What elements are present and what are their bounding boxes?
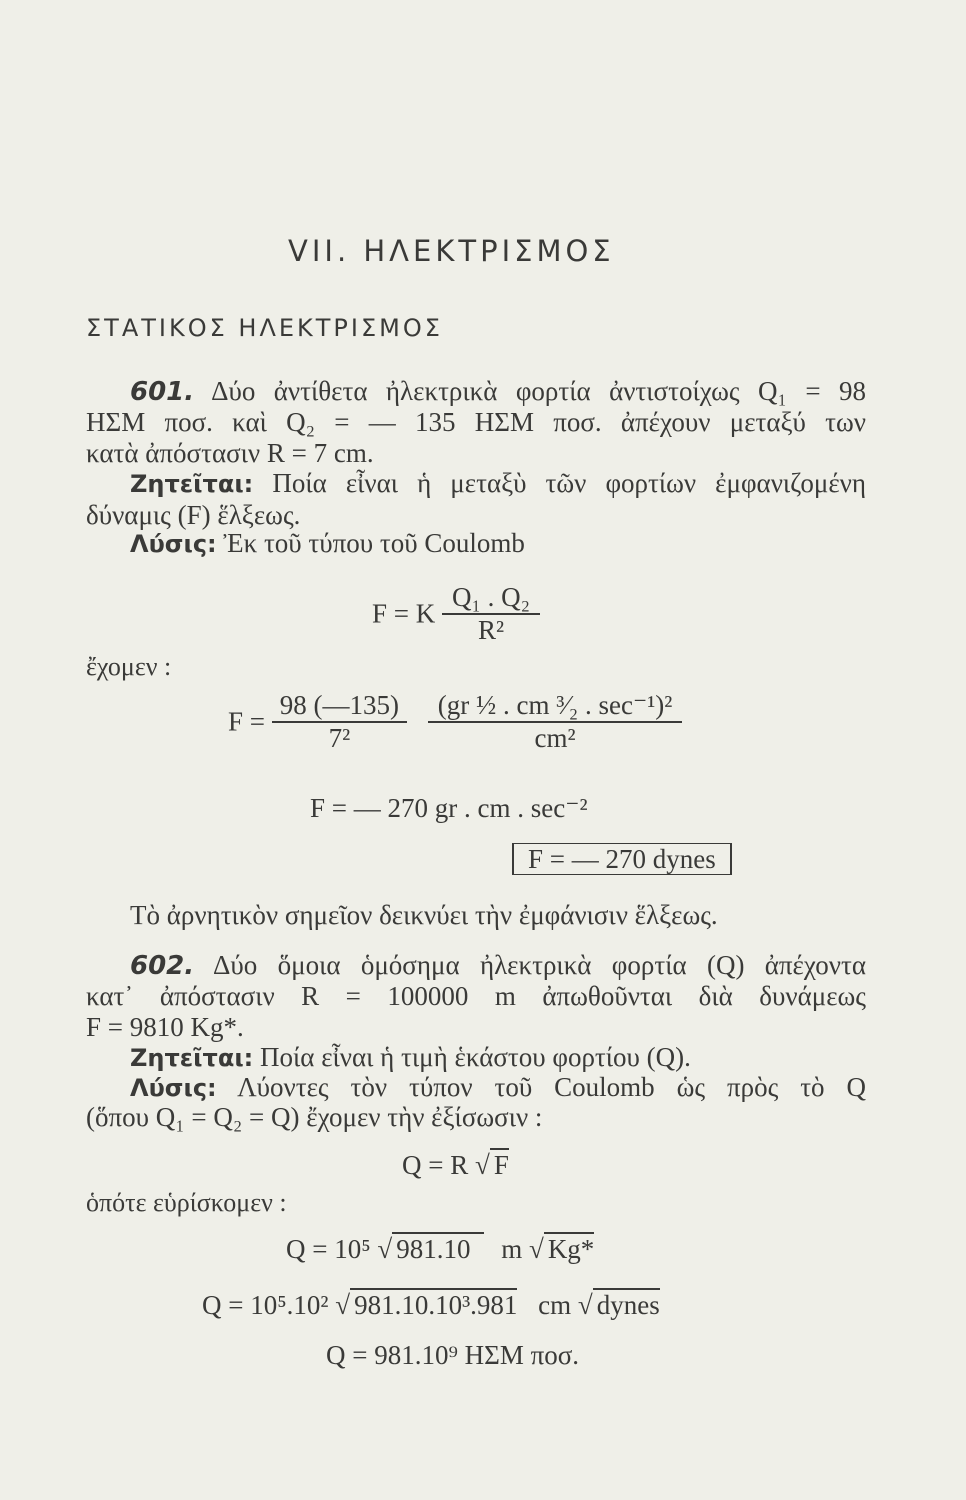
problem-602-solution-line2: (ὅπου Q₁ = Q₂ = Q) ἔχομεν τὴν ἐξίσωσιν : — [86, 1102, 543, 1132]
eq-step3 — [202, 1290, 660, 1321]
lysis-label: Λύσις: — [130, 530, 217, 558]
radicand: Kg* — [544, 1232, 595, 1264]
exomen-text: ἔχομεν : — [86, 652, 172, 681]
result-boxed — [512, 844, 732, 875]
problem-601-solution — [86, 528, 866, 560]
question-text: Ποία εἶναι ἡ τιμὴ ἑκάστου φορτίου (Q). — [260, 1042, 691, 1072]
unit-cm: cm — [538, 1290, 572, 1320]
problem-number: 602. — [130, 951, 195, 981]
problem-text: Δύο ὅμοια ὁμόσημα ἠλεκτρικὰ φορτία (Q) ἀπέχοντα — [213, 950, 866, 980]
solution-text: Λύοντες τὸν τύπον τοῦ Coulomb ὡς πρὸς τὸ Q — [237, 1072, 866, 1102]
chapter-title: VII. ΗΛΕΚΤΡΙΣΜΟΣ — [288, 234, 615, 268]
boxed-answer: F = — 270 dynes — [512, 843, 732, 875]
radical-sign: √ — [335, 1290, 351, 1320]
units-fraction — [428, 690, 683, 754]
zitetai-label: Ζητεῖται: — [130, 1044, 254, 1072]
radical-sign: √ — [577, 1290, 593, 1320]
radical-sign: √ — [377, 1234, 393, 1264]
calc-formula — [228, 690, 682, 754]
calc-lhs: F = — [228, 706, 265, 737]
radicand: 981.10.10³.981 — [350, 1288, 517, 1320]
formula-lhs: F = K — [372, 598, 436, 629]
problem-602-solution — [86, 1072, 866, 1104]
problem-text: Δύο ἀντίθετα ἠλεκτρικὰ φορτία ἀντιστοίχως Q₁ = 98 — [211, 376, 866, 406]
unit-m: m — [501, 1234, 523, 1264]
coulomb-formula — [372, 582, 540, 646]
formula-numerator: Q₁ . Q₂ — [442, 582, 540, 615]
lysis-label: Λύσις: — [130, 1074, 217, 1102]
problem-602-line1 — [86, 950, 866, 982]
formula-denominator: R² — [477, 615, 505, 645]
calc-fraction — [272, 690, 407, 754]
radical-sign: √ — [528, 1234, 544, 1264]
problem-601-question-line2: δύναμις (F) ἕλξεως. — [86, 500, 301, 530]
eq-final: Q = 981.10⁹ ΗΣΜ ποσ. — [326, 1340, 580, 1370]
radicand: dynes — [593, 1288, 660, 1320]
problem-601-line1 — [86, 376, 866, 408]
radical-sign: √ — [474, 1150, 490, 1180]
problem-602-line2: κατ᾽ ἀπόστασιν R = 100000 m ἀπωθοῦνται διὰ δυνάμεως — [86, 981, 866, 1011]
opote-text: ὁπότε εὑρίσκομεν : — [86, 1188, 287, 1217]
result-line: F = — 270 gr . cm . sec⁻² — [310, 793, 588, 823]
problem-601-conclusion: Τὸ ἀρνητικὸν σημεῖον δεικνύει τὴν ἐμφάνισιν ἕλξεως. — [130, 900, 718, 930]
formula-fraction — [442, 582, 540, 646]
eq1-lhs: Q = R — [402, 1150, 469, 1180]
eq-step2 — [286, 1234, 594, 1265]
zitetai-label: Ζητεῖται: — [130, 470, 254, 498]
question-text: Ποία εἶναι ἡ μεταξὺ τῶν φορτίων ἐμφανιζομένη — [272, 468, 866, 498]
units-denominator: cm² — [534, 723, 576, 753]
problem-602-question — [86, 1042, 866, 1074]
units-numerator: (gr ½ . cm ³⁄₂ . sec⁻¹)² — [428, 690, 683, 723]
solution-text: Ἐκ τοῦ τύπου τοῦ Coulomb — [223, 528, 525, 558]
problem-number: 601. — [130, 377, 195, 407]
eq-sqrt-f — [402, 1150, 509, 1181]
radicand: 981.10 — [392, 1232, 484, 1264]
calc-denominator: 7² — [328, 723, 351, 753]
problem-601-line2: ΗΣΜ ποσ. καὶ Q₂ = — 135 ΗΣΜ ποσ. ἀπέχουν μεταξύ των — [86, 407, 866, 437]
problem-601-question — [86, 468, 866, 500]
eq3-lhs: Q = 10⁵.10² — [202, 1290, 329, 1320]
eq2-lhs: Q = 10⁵ — [286, 1234, 371, 1264]
radicand: F — [490, 1148, 509, 1180]
problem-601-line3: κατὰ ἀπόστασιν R = 7 cm. — [86, 438, 374, 468]
section-title: ΣΤΑΤΙΚΟΣ ΗΛΕΚΤΡΙΣΜΟΣ — [86, 314, 443, 342]
problem-602-line3: F = 9810 Kg*. — [86, 1012, 244, 1042]
calc-numerator: 98 (—135) — [272, 690, 407, 723]
